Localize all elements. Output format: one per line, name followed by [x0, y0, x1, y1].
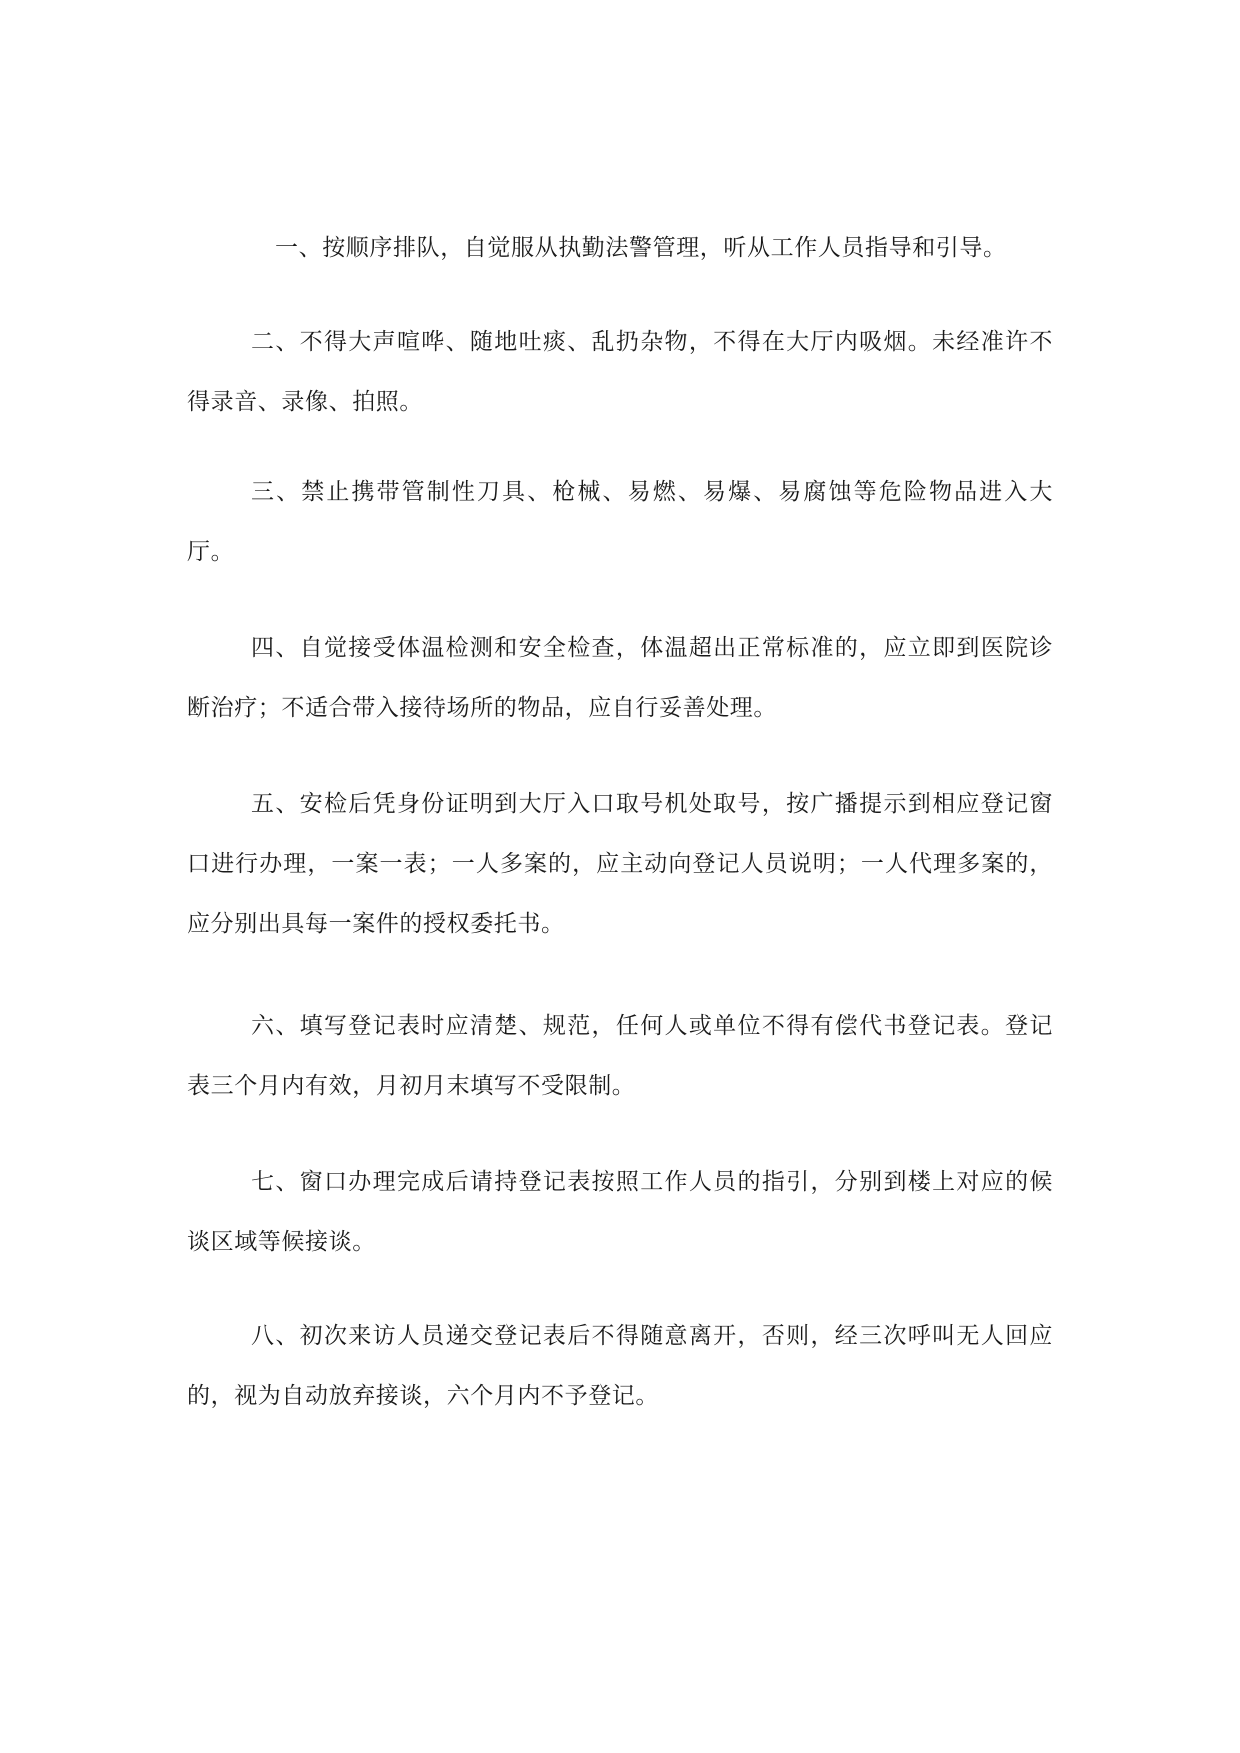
rule-paragraph-2: 二、不得大声喧哗、随地吐痰、乱扔杂物，不得在大厅内吸烟。未经准许不得录音、录像、拍照。	[187, 329, 1053, 415]
rule-paragraph-8: 八、初次来访人员递交登记表后不得随意离开，否则，经三次呼叫无人回应的，视为自动放弃接谈，六个月内不予登记。	[187, 1323, 1053, 1409]
rule-paragraph-3: 三、禁止携带管制性刀具、枪械、易燃、易爆、易腐蚀等危险物品进入大厅。	[187, 479, 1053, 565]
rule-paragraph-1: 一、按顺序排队，自觉服从执勤法警管理，听从工作人员指导和引导。	[275, 235, 1007, 261]
rule-paragraph-7: 七、窗口办理完成后请持登记表按照工作人员的指引，分别到楼上对应的候谈区域等候接谈。	[187, 1169, 1053, 1255]
rule-paragraph-4: 四、自觉接受体温检测和安全检查，体温超出正常标准的，应立即到医院诊断治疗；不适合带入接待场所的物品，应自行妥善处理。	[187, 635, 1053, 721]
rule-paragraph-6: 六、填写登记表时应清楚、规范，任何人或单位不得有偿代书登记表。登记表三个月内有效，月初月末填写不受限制。	[187, 1013, 1053, 1099]
rule-paragraph-5: 五、安检后凭身份证明到大厅入口取号机处取号，按广播提示到相应登记窗口进行办理，一案一表；一人多案的，应主动向登记人员说明；一人代理多案的，应分别出具每一案件的授权委托书。	[187, 791, 1053, 937]
